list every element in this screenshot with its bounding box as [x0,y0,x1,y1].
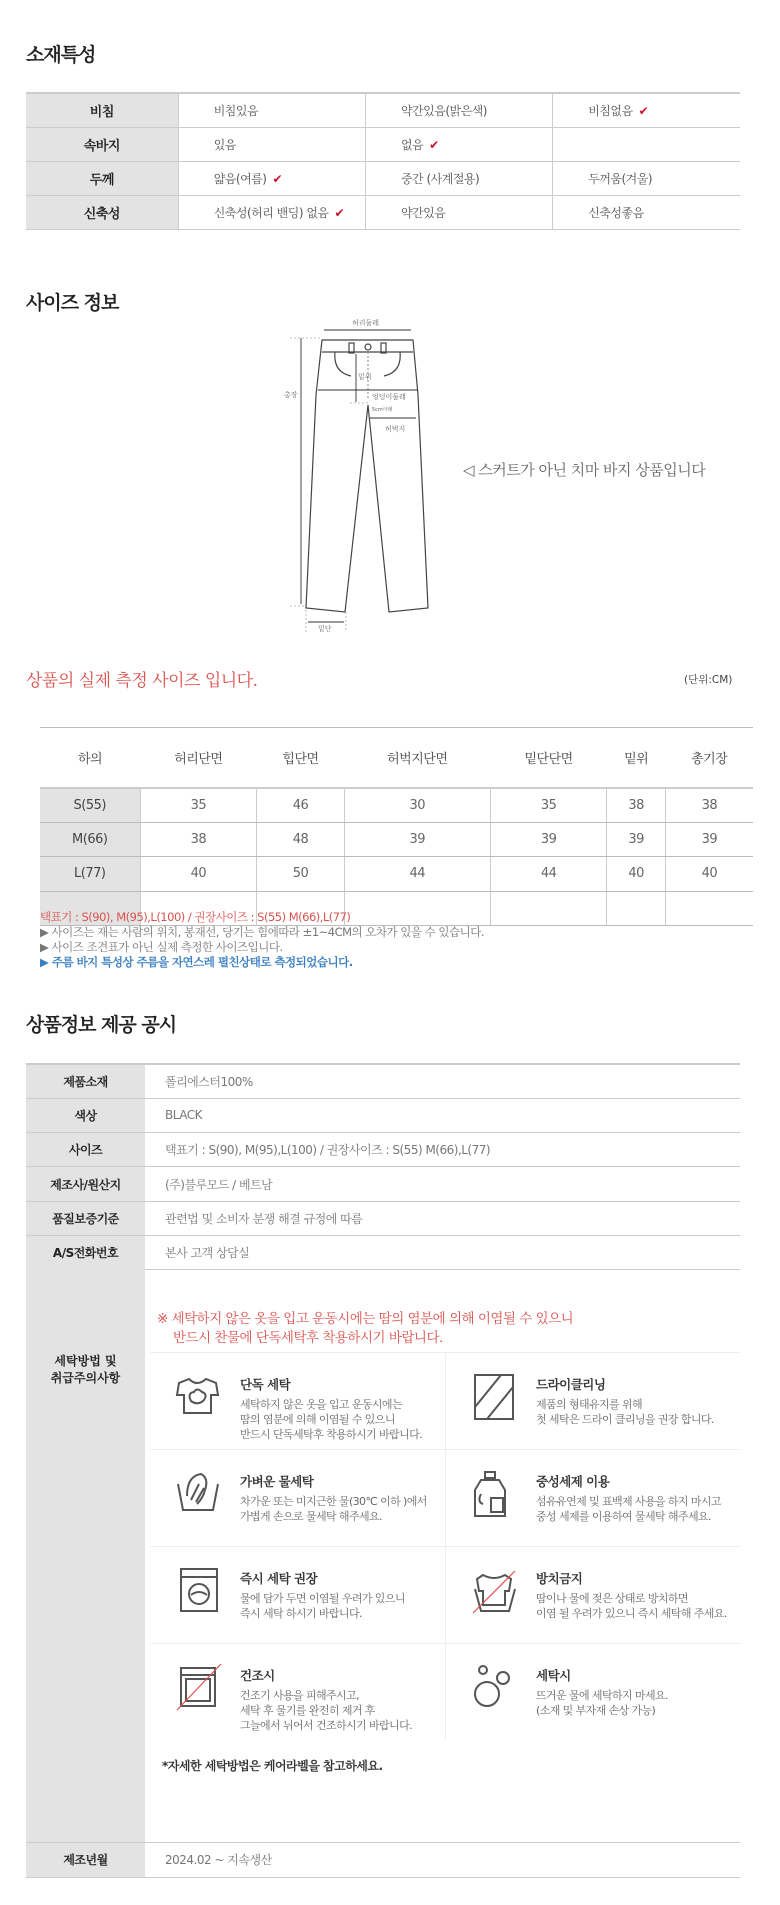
info-label: 제조사/원산지 [26,1167,145,1201]
diagram-length-label: 총장 [284,391,298,399]
unit-label: (단위:CM) [684,674,733,686]
size-row [40,822,753,857]
care-item-desc: 물에 담가 두면 이염될 우려가 있으니 즉시 세탁 하시기 바랍니다. [240,1592,405,1620]
check-icon: ✔ [272,171,282,186]
size-label: S(55) [40,788,140,823]
care-item-title: 드라이클리닝 [536,1377,606,1392]
size-cell: 38 [665,788,753,823]
size-cell: 30 [344,788,490,823]
care-notice-line-2: 반드시 찬물에 단독세탁후 착용하시기 바랍니다. [173,1330,443,1346]
care-item [150,1449,445,1546]
diagram-thigh-label: 허벅지 [385,425,406,433]
size-cell [607,891,665,926]
size-cell [490,891,607,926]
info-label: 품질보증기준 [26,1201,145,1235]
care-item-desc: 뜨거운 물에 세탁하지 마세요. (소재 및 부자재 손상 가능) [536,1689,668,1717]
no-soaking-icon [471,1567,519,1615]
material-option [178,161,365,195]
size-row [40,857,753,892]
check-icon: ✔ [429,137,439,152]
mfg-table [26,1843,740,1878]
material-option-label: 비침없음 [588,103,633,118]
size-notes [40,910,484,970]
washing-machine-icon [175,1567,223,1615]
care-footnote: *자세한 세탁방법은 케어라벨을 참고하세요. [162,1759,383,1773]
size-cell: 44 [344,857,490,892]
size-cell: 40 [607,857,665,892]
material-option [365,195,552,229]
material-option-label: 중간 (사계절용) [400,171,480,186]
info-value: 폴리에스터100% [145,1064,740,1098]
hand-wash-icon [175,1470,223,1518]
material-row-label: 신축성 [26,195,178,229]
diagram-waist-label: 허리둘레 [352,319,380,327]
material-option-label: 약간있음(밝은색) [400,103,487,118]
material-option [365,93,552,127]
info-row [26,1098,740,1132]
size-cell: 46 [257,788,345,823]
care-item [150,1546,445,1643]
diagram-crotch-label: 5cm아래 [372,407,393,413]
material-option-label: 신축성(허리 밴딩) 없음 [213,205,329,220]
no-dryer-icon [175,1664,223,1712]
material-row [26,93,740,127]
size-header: 힙단면 [257,728,345,788]
material-title: 소재특성 [26,44,96,66]
mfg-label: 제조년월 [26,1843,145,1877]
detergent-bottle-icon [471,1470,519,1518]
bubbles-icon [471,1664,519,1712]
info-label: 사이즈 [26,1133,145,1167]
check-icon: ✔ [638,103,649,118]
material-option [365,161,552,195]
material-option [553,195,740,229]
material-option [553,93,740,127]
material-option [553,127,740,161]
pants-type-note: ◁ 스커트가 아닌 치마 바지 상품입니다 [463,461,706,479]
material-row-label: 속바지 [26,127,178,161]
size-cell: 39 [344,822,490,857]
check-icon: ✔ [334,205,345,220]
info-row [26,1064,740,1098]
size-cell: 39 [665,822,753,857]
care-notice-line-1: ※ 세탁하지 않은 옷을 입고 운동시에는 땀의 염분에 의해 이염될 수 있으니 [157,1311,574,1327]
info-value: BLACK [145,1098,740,1132]
info-value: (주)블루모드 / 베트남 [145,1167,740,1201]
material-row [26,195,740,229]
material-row-label: 비침 [26,93,178,127]
care-item-title: 세탁시 [536,1668,571,1683]
care-item-title: 단독 세탁 [240,1377,291,1392]
size-header: 밑위 [607,728,665,788]
size-cell: 39 [607,822,665,857]
size-header: 허리단면 [140,728,257,788]
diagram-rise-label: 밑위 [358,373,372,381]
care-label: 세탁방법 및 취급주의사항 [50,1354,121,1385]
material-option-label: 두꺼움(겨울) [588,171,653,186]
size-cell [665,891,753,926]
size-header: 총기장 [665,728,753,788]
info-row [26,1201,740,1235]
size-cell: 40 [140,857,257,892]
info-label: A/S전화번호 [26,1235,145,1269]
care-item-desc: 섬유유연제 및 표백제 사용을 하지 마시고 중성 세제를 이용하여 물세탁 해주세요. [536,1495,721,1523]
info-title: 상품정보 제공 공시 [26,1014,177,1036]
care-section [145,1268,740,1843]
care-item [445,1352,740,1449]
care-item [445,1643,740,1740]
size-cell: 40 [665,857,753,892]
material-option-label: 얇음(여름) [213,171,267,186]
measure-title: 상품의 실제 측정 사이즈 입니다. [26,671,258,691]
size-cell: 39 [490,822,607,857]
material-option-label: 약간있음 [400,205,446,220]
care-item [150,1643,445,1740]
material-option [553,161,740,195]
note-pleats: ▶ 주름 바지 특성상 주름을 자연스레 펼친상태로 측정되었습니다. [40,955,353,969]
care-label-cell [26,1268,145,1843]
material-table [26,92,740,230]
care-item [445,1546,740,1643]
size-info-title: 사이즈 정보 [26,292,119,314]
material-option-label: 비침있음 [213,103,259,118]
care-item-title: 방치금지 [536,1571,583,1586]
size-cell: 35 [140,788,257,823]
note-actual-size: ▶ 사이즈 조견표가 아닌 실제 측정한 사이즈입니다. [40,940,283,954]
dry-clean-icon [471,1373,519,1421]
size-label: L(77) [40,857,140,892]
material-option-label: 있음 [213,137,236,152]
size-cell: 38 [607,788,665,823]
size-cell: 38 [140,822,257,857]
size-row [40,788,753,823]
care-item-title: 즉시 세탁 권장 [240,1571,318,1586]
care-item-title: 가벼운 물세탁 [240,1474,314,1489]
material-row [26,127,740,161]
tshirt-stain-icon [175,1373,223,1421]
material-option-label: 없음 [400,137,424,152]
info-label: 색상 [26,1098,145,1132]
size-table [40,727,753,926]
care-item-title: 중성세제 이용 [536,1474,610,1489]
material-option [178,93,365,127]
mfg-value: 2024.02 ~ 지속생산 [145,1843,740,1877]
care-item-desc: 건조기 사용을 피해주시고, 세탁 후 물기를 완전히 제거 후 그늘에서 뉘어서 건조하시기 바랍니다. [240,1689,413,1732]
size-header: 허벅지단면 [344,728,490,788]
material-row-label: 두께 [26,161,178,195]
info-row [26,1167,740,1201]
care-item-desc: 땀이나 물에 젖은 상태로 방치하면 이염 될 우려가 있으니 즉시 세탁해 주세요. [536,1592,727,1620]
info-label: 제품소재 [26,1064,145,1098]
size-cell: 48 [257,822,345,857]
product-info-table [26,1063,740,1270]
diagram-hem-label: 밑단 [318,625,332,633]
care-item-title: 건조시 [240,1668,275,1683]
size-header: 하의 [40,728,140,788]
size-cell: 50 [257,857,345,892]
material-option [178,195,365,229]
info-row [26,1133,740,1167]
diagram-hip-label: 엉덩이둘레 [372,393,406,401]
size-label: M(66) [40,822,140,857]
care-item-desc: 제품의 형태유지를 위해 첫 세탁은 드라이 클리닝을 권장 합니다. [536,1398,714,1426]
care-item-desc: 세탁하지 않은 옷을 입고 운동시에는 땀의 염분에 의해 이염될 수 있으니 반드시 단독세탁후 착용하시기 바랍니다. [240,1398,423,1441]
size-header: 밑단단면 [490,728,607,788]
info-value: 관련법 및 소비자 분쟁 해결 규정에 따름 [145,1201,740,1235]
material-row [26,161,740,195]
care-item [150,1352,445,1449]
size-cell: 44 [490,857,607,892]
care-item [445,1449,740,1546]
size-cell: 35 [490,788,607,823]
info-value: 본사 고객 상담실 [145,1235,740,1269]
care-item-desc: 차가운 또는 미지근한 물(30℃ 이하 )에서 가볍게 손으로 물세탁 해주세요. [240,1495,427,1523]
info-row [26,1235,740,1269]
material-option [365,127,552,161]
material-option [178,127,365,161]
note-error-range: ▶ 사이즈는 재는 사람의 위치, 봉재선, 당기는 힘에따라 ±1~4CM의 오차가 있을 수 있습니다. [40,925,485,939]
note-tag-size: 택표기 : S(90), M(95),L(100) / 권장사이즈 : S(55) M(66),L(77) [40,910,351,924]
care-notice [157,1310,573,1348]
material-option-label: 신축성좋음 [588,205,644,220]
info-value: 택표기 : S(90), M(95),L(100) / 권장사이즈 : S(55) M(66),L(77) [145,1133,740,1167]
